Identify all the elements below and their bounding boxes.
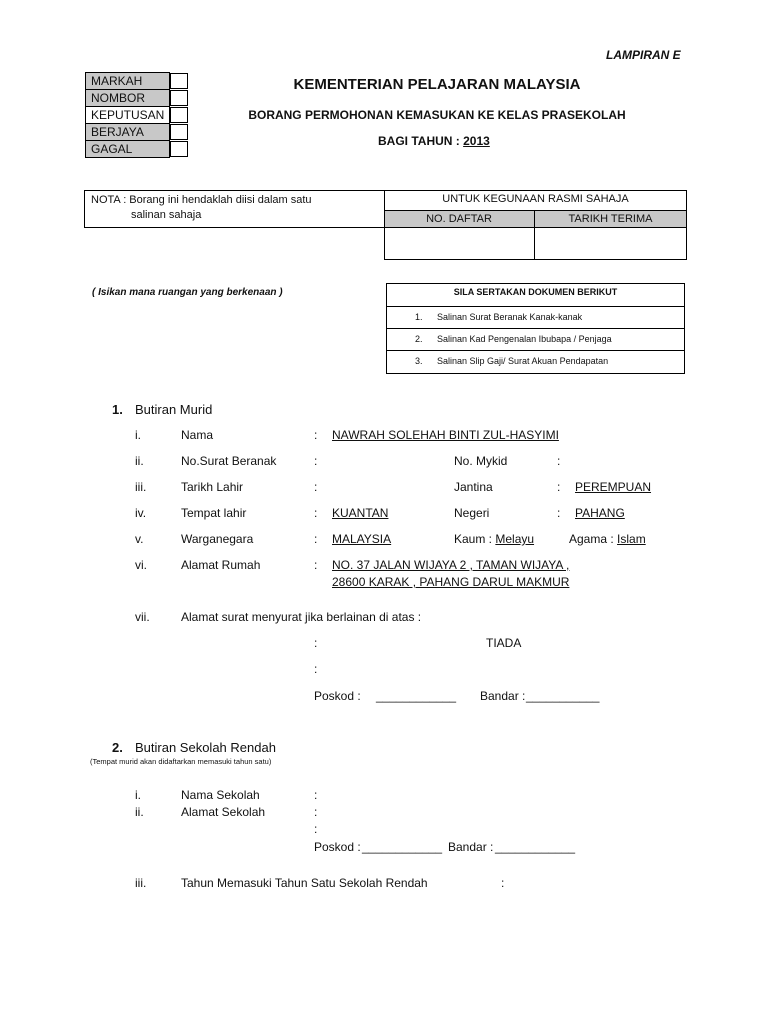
poskod-field[interactable]: ____________ [376, 689, 457, 703]
alamat-sekolah-field[interactable] [332, 805, 632, 835]
document-item-num: 1. [415, 312, 423, 322]
tempat-lahir-field[interactable]: KUANTAN [332, 506, 389, 520]
colon: : [314, 788, 318, 802]
bandar-sekolah-field[interactable]: ____________ [495, 840, 576, 854]
jantina-field[interactable]: PEREMPUAN [575, 480, 652, 494]
document-item-num: 2. [415, 334, 423, 344]
year-value: 2013 [463, 134, 490, 148]
colon: : [314, 532, 318, 546]
document-item: Salinan Surat Beranak Kanak-kanak [437, 312, 583, 322]
warganegara-field[interactable]: MALAYSIA [332, 532, 392, 546]
year-line [378, 134, 490, 148]
label-nama-sekolah: Nama Sekolah [181, 788, 260, 802]
label-mykid: No. Mykid [454, 454, 508, 468]
label-tarikh-lahir: Tarikh Lahir [181, 480, 244, 494]
label-alamat-sekolah: Alamat Sekolah [181, 805, 266, 819]
status-row-berjaya [86, 124, 171, 141]
status-checkbox[interactable] [170, 141, 188, 157]
instruction-text: ( Isikan mana ruangan yang berkenaan ) [92, 287, 283, 298]
poskod-sekolah-field[interactable]: ____________ [362, 840, 443, 854]
colon: : [557, 506, 561, 520]
colon: : [314, 428, 318, 442]
label-warganegara: Warganegara [181, 532, 254, 546]
status-label: BERJAYA [86, 124, 170, 141]
document-item: Salinan Kad Pengenalan Ibubapa / Penjaga [437, 334, 612, 344]
colon: : [314, 662, 318, 676]
section1-number: 1. [112, 402, 123, 417]
nama-field[interactable]: NAWRAH SOLEHAH BINTI ZUL-HASYIMI [332, 428, 559, 442]
alamat-rumah-line-1[interactable]: NO. 37 JALAN WIJAYA 2 , TAMAN WIJAYA , [332, 558, 570, 572]
tahun-memasuki-field[interactable] [515, 876, 665, 890]
colon: : [314, 480, 318, 494]
document-item: Salinan Slip Gaji/ Surat Akuan Pendapatan [437, 356, 609, 366]
bandar-field[interactable]: ___________ [526, 689, 600, 703]
label-tahun-memasuki: Tahun Memasuki Tahun Satu Sekolah Rendah [181, 876, 428, 890]
agama-field[interactable]: Islam [617, 532, 646, 546]
colon: : [501, 876, 505, 890]
colon: : [557, 454, 561, 468]
colon: : [314, 454, 318, 468]
label-alamat-surat-menyurat: Alamat surat menyurat jika berlainan di atas : [181, 610, 422, 624]
colon: : [314, 822, 318, 836]
row-num: i. [135, 788, 141, 802]
section2-title: Butiran Sekolah Rendah [135, 740, 276, 755]
col-tarikh-terima: TARIKH TERIMA [568, 213, 653, 225]
label-jantina: Jantina [454, 480, 493, 494]
status-label: KEPUTUSAN [86, 107, 170, 124]
surat-beranak-field[interactable] [332, 454, 442, 468]
section1-title: Butiran Murid [135, 402, 213, 417]
status-label: NOMBOR [86, 90, 170, 107]
row-num: i. [135, 428, 141, 442]
tarikh-terima-field[interactable] [535, 229, 686, 259]
form-title: BORANG PERMOHONAN KEMASUKAN KE KELAS PRASEKOLAH [248, 108, 626, 122]
negeri-field[interactable]: PAHANG [575, 506, 625, 520]
label-negeri: Negeri [454, 506, 490, 520]
label-nama: Nama [181, 428, 214, 442]
row-num: vii. [135, 610, 150, 624]
label-bandar: Bandar : [480, 689, 526, 703]
colon: : [314, 558, 318, 572]
colon: : [314, 805, 318, 819]
official-use-title: UNTUK KEGUNAAN RASMI SAHAJA [442, 193, 629, 205]
label-tempat-lahir: Tempat lahir [181, 506, 247, 520]
status-row-gagal [86, 141, 171, 158]
tarikh-lahir-field[interactable] [332, 480, 442, 494]
row-num: ii. [135, 454, 144, 468]
col-no-daftar: NO. DAFTAR [426, 213, 492, 225]
label-alamat-rumah: Alamat Rumah [181, 558, 261, 572]
documents-title: SILA SERTAKAN DOKUMEN BERIKUT [453, 287, 618, 297]
status-label: MARKAH [86, 73, 170, 90]
kaum-group [454, 532, 534, 546]
document-item-num: 3. [415, 356, 423, 366]
year-label: BAGI TAHUN : [378, 134, 464, 148]
agama-group [569, 532, 646, 546]
status-label: GAGAL [86, 141, 170, 158]
status-checkbox[interactable] [170, 124, 188, 140]
label-bandar: Bandar : [448, 840, 494, 854]
kaum-field[interactable]: Melayu [495, 532, 535, 546]
row-num: iii. [135, 876, 147, 890]
no-daftar-field[interactable] [385, 229, 533, 259]
row-num: ii. [135, 805, 144, 819]
row-num: v. [135, 532, 144, 546]
label-poskod: Poskod : [314, 689, 361, 703]
colon: : [557, 480, 561, 494]
lampiran-label: LAMPIRAN E [606, 48, 681, 62]
alamat-rumah-line-2[interactable]: 28600 KARAK , PAHANG DARUL MAKMUR [332, 575, 570, 589]
label-agama: Agama : [569, 532, 618, 546]
nota-line-2: salinan sahaja [131, 209, 202, 221]
label-kaum: Kaum : [454, 532, 496, 546]
colon: : [314, 506, 318, 520]
section2-subtitle: (Tempat murid akan didaftarkan memasuki tahun satu) [90, 757, 272, 766]
label-surat-beranak: No.Surat Beranak [181, 454, 277, 468]
colon: : [314, 636, 318, 650]
section2-number: 2. [112, 740, 123, 755]
label-poskod: Poskod : [314, 840, 361, 854]
nama-sekolah-field[interactable] [332, 788, 632, 802]
row-num: vi. [135, 558, 147, 572]
row-num: iv. [135, 506, 147, 520]
nota-line-1: NOTA : Borang ini hendaklah diisi dalam satu [91, 194, 312, 206]
alamat-surat-menyurat-field[interactable]: TIADA [486, 636, 522, 650]
ministry-title: KEMENTERIAN PELAJARAN MALAYSIA [293, 76, 581, 93]
mykid-field[interactable] [575, 454, 675, 468]
row-num: iii. [135, 480, 147, 494]
